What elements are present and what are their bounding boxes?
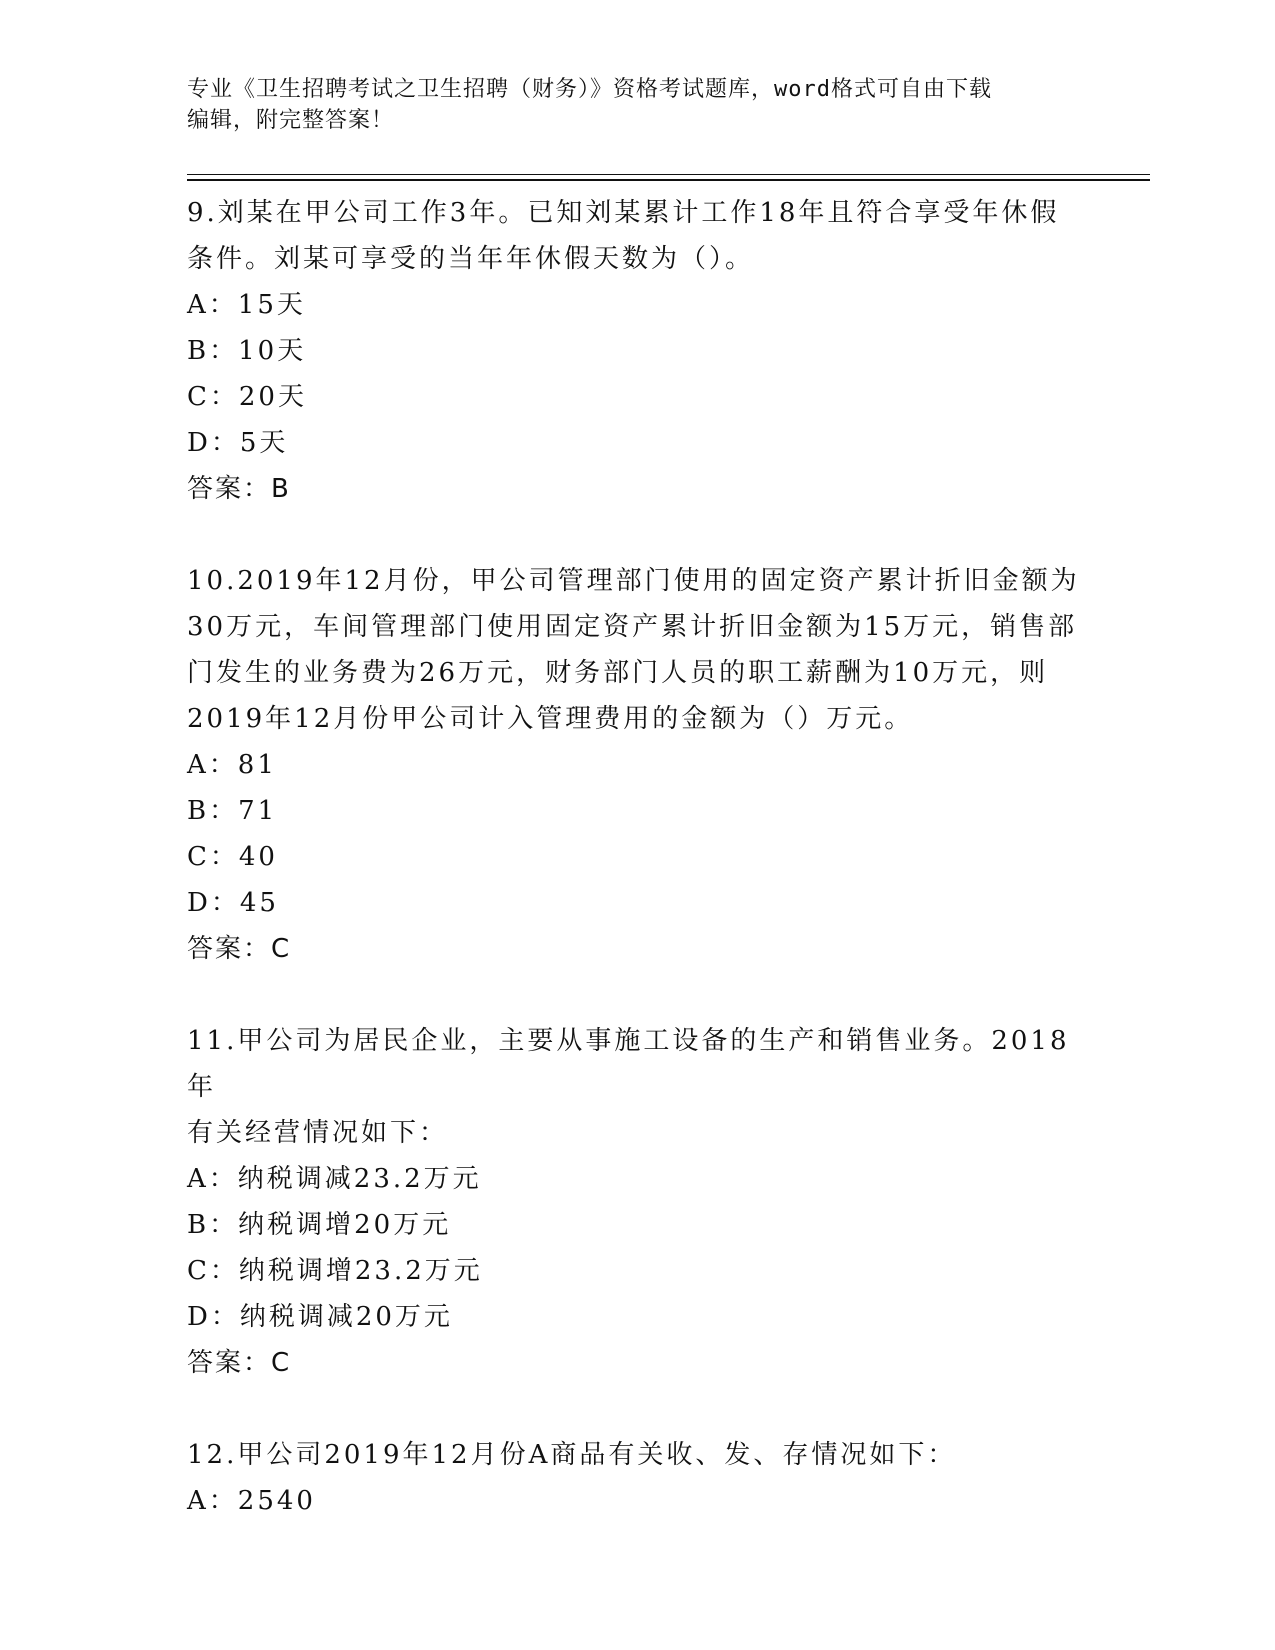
header-line-2: 编辑，附完整答案！ — [187, 108, 395, 133]
header-line-1: 专业《卫生招聘考试之卫生招聘（财务）》资格考试题库，word格式可自由下载 — [187, 77, 992, 102]
question-spacer — [187, 512, 1087, 558]
question-9 — [187, 190, 1087, 512]
question-text-line: 2019年12月份甲公司计入管理费用的金额为（）万元。 — [187, 704, 914, 734]
option-b: B：71 — [187, 796, 278, 826]
question-text-line: 9.刘某在甲公司工作3年。已知刘某累计工作18年且符合享受年休假 — [187, 198, 1060, 228]
question-spacer — [187, 1386, 1087, 1432]
header-divider-thin — [187, 174, 1150, 175]
question-text-line: 30万元，车间管理部门使用固定资产累计折旧金额为15万元，销售部 — [187, 612, 1078, 642]
question-text-line: 10.2019年12月份，甲公司管理部门使用的固定资产累计折旧金额为 — [187, 566, 1080, 596]
question-list — [187, 190, 1087, 1524]
answer-line: 答案：C — [187, 934, 292, 964]
question-text-line: 有关经营情况如下： — [187, 1118, 449, 1148]
question-12 — [187, 1432, 1087, 1524]
question-10 — [187, 558, 1087, 972]
answer-line: 答案：B — [187, 474, 291, 504]
document-header — [187, 74, 1067, 136]
option-c: C：纳税调增23.2万元 — [187, 1256, 483, 1286]
option-d: D：45 — [187, 888, 279, 918]
question-11 — [187, 1018, 1087, 1386]
question-text-line: 11.甲公司为居民企业，主要从事施工设备的生产和销售业务。2018年 — [187, 1026, 1070, 1102]
option-b: B：10天 — [187, 336, 307, 366]
option-a: A：纳税调减23.2万元 — [187, 1164, 482, 1194]
question-text-line: 12.甲公司2019年12月份A商品有关收、发、存情况如下： — [187, 1440, 957, 1470]
option-a: A：15天 — [187, 290, 306, 320]
question-spacer — [187, 972, 1087, 1018]
answer-line: 答案：C — [187, 1348, 292, 1378]
question-text-line: 门发生的业务费为26万元，财务部门人员的职工薪酬为10万元，则 — [187, 658, 1049, 688]
option-d: D：5天 — [187, 428, 289, 458]
option-d: D：纳税调减20万元 — [187, 1302, 453, 1332]
question-text-line: 条件。刘某可享受的当年年休假天数为（）。 — [187, 244, 755, 274]
header-divider-thick — [187, 179, 1150, 181]
option-a: A：2540 — [187, 1486, 316, 1516]
option-c: C：40 — [187, 842, 278, 872]
option-a: A：81 — [187, 750, 277, 780]
option-b: B：纳税调增20万元 — [187, 1210, 452, 1240]
option-c: C：20天 — [187, 382, 307, 412]
